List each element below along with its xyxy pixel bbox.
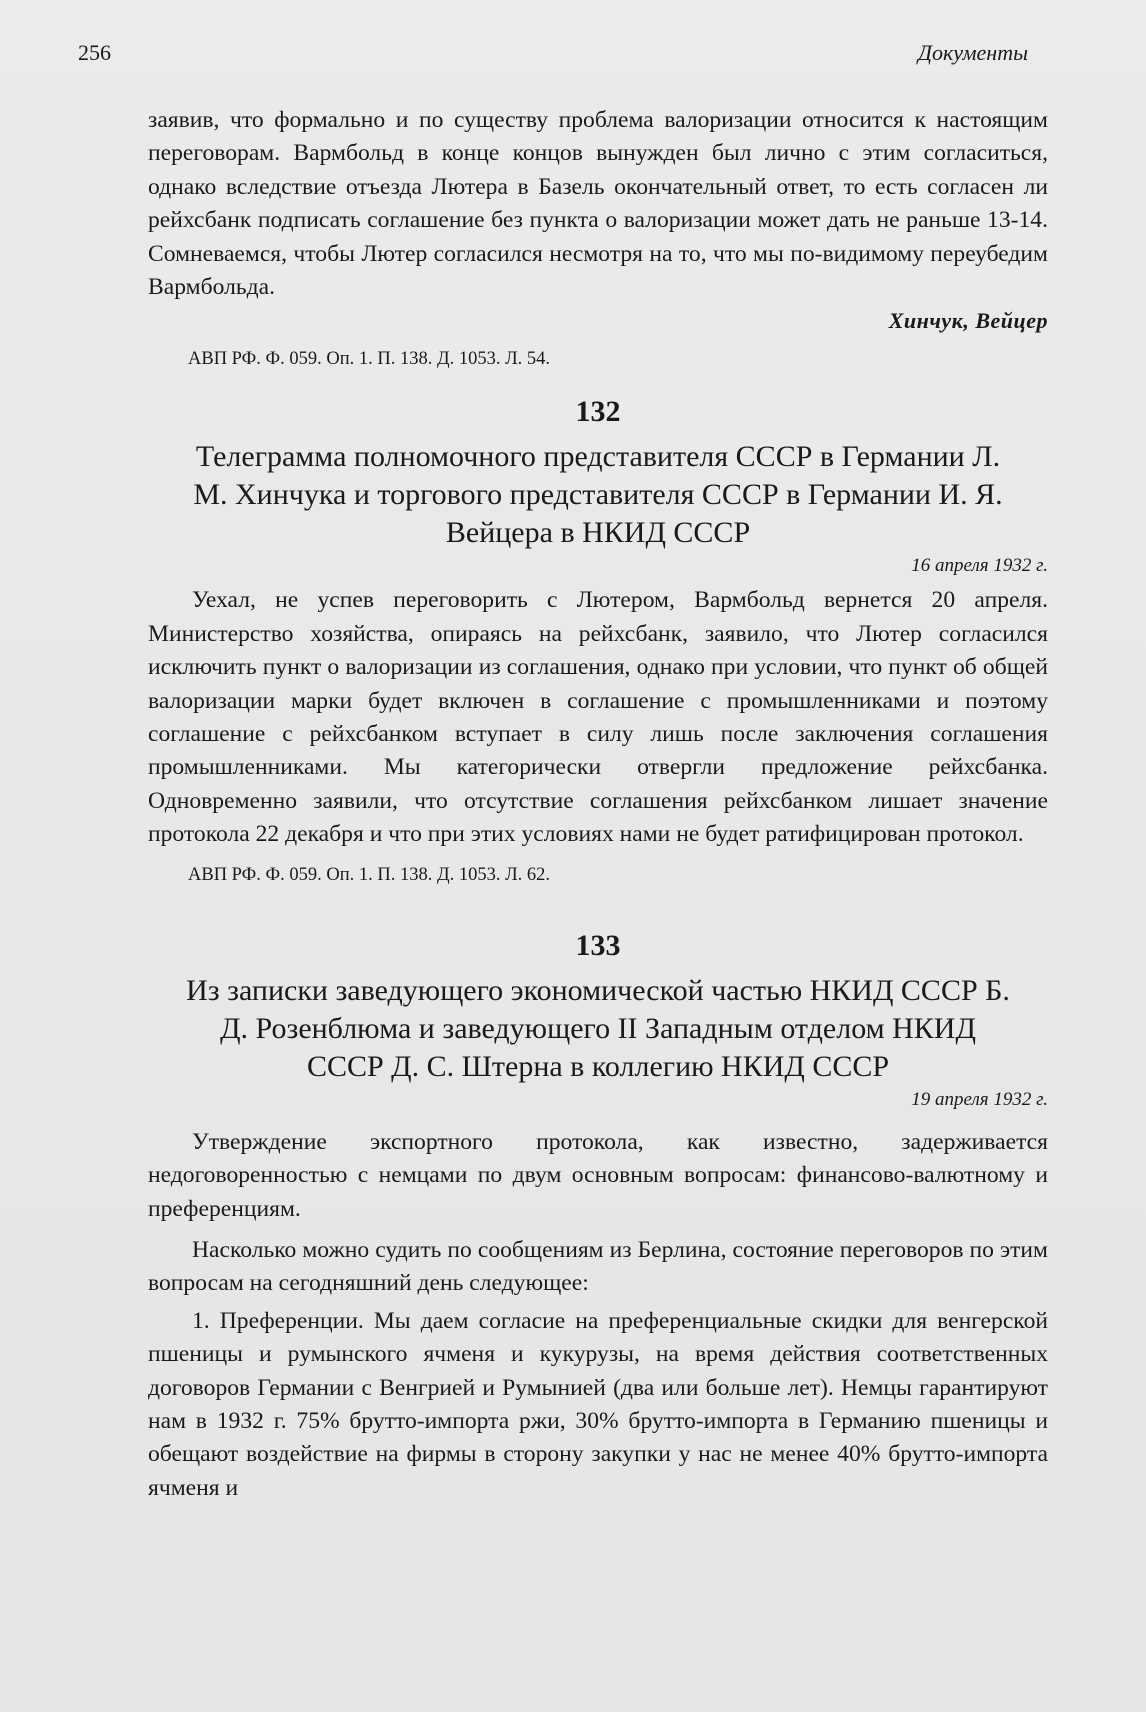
document-title: Телеграмма полномочного представителя СССР в Германии Л. М. Хинчука и торгового представителя СССР в Германии И. Я. Вейцера в НКИД СССР: [193, 440, 1003, 550]
document-body: Уехал, не успев переговорить с Лютером, Вармбольд вернется 20 апреля. Министерство хозяйства, опираясь на рейхсбанк, заявило, что Лютер согласился исключить пункт о валоризации из соглашения, однако при условии, что пункт об общей валоризации марки будет включен в соглашение с промышленниками и поэтому соглашение с рейхсбанком вступает в силу лишь после заключения соглашения промышленниками. Мы категорически отвергли предложение рейхсбанка. Одновременно заявили, что отсутствие соглашения рейхсбанком лишает значение протокола 22 декабря и что при этих условиях нами не будет ратифицирован протокол.: [148, 587, 1048, 848]
archive-reference: АВП РФ. Ф. 059. Оп. 1. П. 138. Д. 1053. Л. 62.: [188, 864, 551, 885]
document-date: 19 апреля 1932 г.: [911, 1088, 1048, 1110]
document-body-paragraph: Насколько можно судить по сообщениям из Берлина, состояние переговоров по этим вопросам на сегодняшний день следующее:: [148, 1236, 1048, 1297]
document-date: 16 апреля 1932 г.: [911, 555, 1048, 577]
signature: Хинчук, Вейцер: [888, 308, 1048, 334]
page-number: 256: [78, 40, 111, 65]
document-body-paragraph: Утверждение экспортного протокола, как известно, задерживается недоговоренностью с немцами по двум основным вопросам: финансово-валютному и преференциям.: [148, 1128, 1048, 1222]
document-132: [148, 394, 1048, 887]
document-number: 132: [575, 395, 621, 429]
page-content: [148, 104, 1048, 1505]
document-133: [148, 928, 1048, 1505]
document-title: Из записки заведующего экономической частью НКИД СССР Б. Д. Розенблюма и заведующего II Западным отделом НКИД СССР Д. С. Штерна в коллегию НКИД СССР: [186, 973, 1010, 1083]
page-header: [78, 40, 1028, 70]
running-head: Документы: [917, 40, 1028, 65]
document-number: 133: [575, 928, 621, 962]
document-body-paragraph: 1. Преференции. Мы даем согласие на преференциальные скидки для венгерской пшеницы и румынского ячменя и кукурузы, на время действия соответственных договоров Германии с Венгрией и Румынией (два или больше лет). Немцы гарантируют нам в 1932 г. 75% брутто-импорта ржи, 30% брутто-импорта в Германию пшеницы и обещают воздействие на фирмы в сторону закупки у нас не менее 40% брутто-импорта ячменя и: [148, 1307, 1048, 1501]
continued-paragraph: заявив, что формально и по существу проблема валоризации относится к настоящим переговорам. Вармбольд в конце концов вынужден был лично с этим согласиться, однако вследствие отъезда Лютера в Базель окончательный ответ, то есть согласен ли рейхсбанк подписать соглашение без пункта о валоризации может дать не раньше 13-14. Сомневаемся, чтобы Лютер согласился несмотря на то, что мы по-видимому переубедим Вармбольда.: [148, 107, 1048, 301]
archive-reference: АВП РФ. Ф. 059. Оп. 1. П. 138. Д. 1053. Л. 54.: [188, 349, 551, 370]
